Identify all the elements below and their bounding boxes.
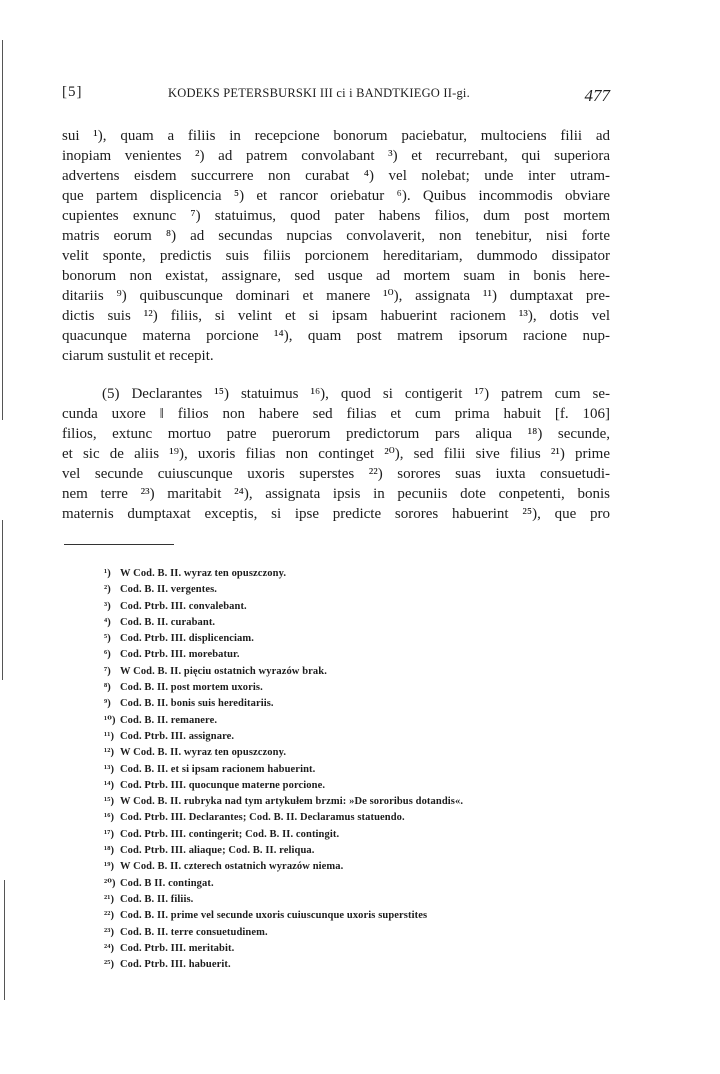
footnote-text: Cod. B II. contingat.	[120, 877, 214, 889]
footnote	[104, 696, 604, 712]
footnote-text: Cod. B. II. prime vel secunde uxoris cuiuscunque uxoris superstites	[120, 910, 428, 922]
footnote	[104, 582, 604, 598]
footnote	[104, 631, 604, 647]
footnote	[104, 762, 604, 778]
footnote-text: W Cod. B. II. wyraz ten opuszczony.	[120, 568, 287, 579]
footnote-marker: ¹²)	[104, 747, 115, 759]
text-line: nem terre ²³) maritabit ²⁴), assignata ipsis in pecuniis dote conpetenti, bonis	[62, 486, 610, 502]
text-line: cunda uxore ‖ filios non habere sed filias et cum prima habuit [f. 106]	[62, 406, 610, 422]
footnote	[104, 843, 604, 859]
footnote	[104, 941, 604, 957]
footnote-marker: ¹⁴)	[104, 779, 115, 791]
footnote-marker: ¹)	[104, 568, 111, 579]
footnote-separator	[64, 544, 174, 545]
text-line: et sic de aliis ¹⁹), uxoris filias non continget ²⁰), sed filii sive filius ²¹) prime	[62, 446, 610, 462]
footnote-text: Cod. Ptrb. III. meritabit.	[120, 942, 235, 954]
text-line: maternis dumptaxat exceptis, si ipse predicte sorores habuerint ²⁵), que pro	[62, 506, 610, 522]
footnote	[104, 599, 604, 615]
text-line: velit sponte, predictis suis filiis porcionem hereditariam, dummodo dissipator	[62, 248, 610, 264]
footnote	[104, 859, 604, 875]
footnote-text: Cod. Ptrb. III. convalebant.	[120, 600, 247, 612]
text-line: vel secunde cuiuscunque uxoris superstes ²²) sorores suas iuxta consuetudi-	[62, 466, 610, 482]
running-title: KODEKS PETERSBURSKI III ci i BANDTKIEGO II-gi.	[168, 86, 470, 100]
footnote-text: Cod. Ptrb. III. habuerit.	[120, 959, 231, 971]
footnote-text: Cod. B. II. curabant.	[120, 616, 216, 628]
text-line: cupientes exnunc ⁷) statuimus, quod pater habens filios, dum post mortem	[62, 208, 610, 224]
text-line: (5) Declarantes ¹⁵) statuimus ¹⁶), quod si contigerit ¹⁷) patrem cum se-	[102, 386, 610, 402]
text-line: ciarum sustulit et recepit.	[62, 348, 214, 364]
footnote-text: Cod. B. II. remanere.	[120, 714, 218, 726]
footnote	[104, 876, 604, 892]
footnote-text: Cod. Ptrb. III. quocunque materne porcione.	[120, 779, 326, 791]
footnote	[104, 729, 604, 745]
footnote-marker: ¹⁰)	[104, 714, 116, 726]
footnote-text: Cod. B. II. post mortem uxoris.	[120, 682, 263, 694]
page-header	[62, 84, 610, 108]
footnote-text: Cod. Ptrb. III. assignare.	[120, 730, 235, 742]
footnote-marker: ²⁰)	[104, 877, 116, 889]
text-line: ditariis ⁹) quibuscunque dominari et manere ¹⁰), assignata ¹¹) dumptaxat pre-	[62, 288, 610, 304]
footnote-text: Cod. Ptrb. III. contingerit; Cod. B. II. contingit.	[120, 828, 340, 840]
footnote-marker: ²³)	[104, 926, 115, 938]
text-line: matris eorum ⁸) ad secundas nupcias convolaverit, non tenebitur, nisi forte	[62, 228, 610, 244]
left-margin-line	[2, 40, 3, 420]
footnote-text: W Cod. B. II. czterech ostatnich wyrazów niema.	[120, 861, 344, 873]
text-line: inopiam venientes ²) ad patrem convolabant ³) et recurrebant, qui superiora	[62, 148, 610, 164]
footnote-text: Cod. B. II. terre consuetudinem.	[120, 926, 268, 938]
text-line: sui ¹), quam a filiis in recepcione bonorum paciebatur, multociens filii ad	[62, 128, 610, 144]
text-line: que partem displicencia ⁵) et rancor oriebatur ⁶). Quibus incommodis obviare	[62, 188, 610, 204]
text-line: filios, extunc mortuo patre puerorum predictorum pars aliqua ¹⁸) secunde,	[62, 426, 610, 442]
footnote-marker: ¹⁹)	[104, 861, 115, 873]
footnote-marker: ²¹)	[104, 893, 115, 905]
footnote-text: Cod. B. II. vergentes.	[120, 584, 217, 596]
footnote	[104, 925, 604, 941]
footnote-text: Cod. B. II. filiis.	[120, 893, 194, 905]
footnote	[104, 778, 604, 794]
footnote-text: Cod. B. II. bonis suis hereditariis.	[120, 698, 274, 710]
footnote	[104, 615, 604, 631]
footnote	[104, 664, 604, 680]
footnote	[104, 713, 604, 729]
footnote	[104, 908, 604, 924]
footnote-marker: ¹⁶)	[104, 812, 115, 824]
section-number: [5]	[62, 84, 83, 100]
footnote-marker: ¹³)	[104, 763, 115, 775]
footnote-marker: ²⁴)	[104, 942, 115, 954]
main-text	[62, 126, 610, 524]
footnote-marker: ¹⁵)	[104, 796, 115, 808]
footnote-marker: ⁷)	[104, 665, 111, 677]
footnote	[104, 957, 604, 973]
footnote-text: W Cod. B. II. wyraz ten opuszczony.	[120, 747, 287, 759]
footnote-marker: ³)	[104, 600, 111, 612]
footnote	[104, 745, 604, 761]
footnote-text: Cod. Ptrb. III. Declarantes; Cod. B. II. Declaramus statuendo.	[120, 812, 405, 824]
footnote-text: Cod. Ptrb. III. morebatur.	[120, 649, 240, 661]
footnote	[104, 680, 604, 696]
text-line: advertens eisdem succurrere non curabat ⁴) vel nolebat; unde inter utram-	[62, 168, 610, 184]
footnote-marker: ⁶)	[104, 649, 111, 661]
footnote	[104, 892, 604, 908]
footnote-marker: ²)	[104, 584, 111, 596]
footnote-marker: ¹⁸)	[104, 845, 115, 857]
page-number: 477	[584, 86, 610, 105]
footnote-marker: ⁹)	[104, 698, 111, 710]
footnote-marker: ²²)	[104, 910, 115, 922]
footnote-text: Cod. Ptrb. III. aliaque; Cod. B. II. reliqua.	[120, 845, 315, 857]
footnote-marker: ⁸)	[104, 682, 111, 694]
footnote-marker: ¹⁷)	[104, 828, 115, 840]
footnotes	[104, 566, 604, 973]
footnote-marker: ²⁵)	[104, 959, 115, 971]
left-margin-line	[2, 520, 3, 680]
footnote-marker: ¹¹)	[104, 730, 115, 742]
footnote-text: Cod. Ptrb. III. displicenciam.	[120, 633, 254, 645]
footnote	[104, 827, 604, 843]
left-margin-line	[4, 880, 5, 1000]
footnote-marker: ⁴)	[104, 616, 111, 628]
footnote	[104, 566, 604, 582]
text-line: quacunque materna porcione ¹⁴), quam post matrem ipsorum racione nup-	[62, 328, 610, 344]
footnote-text: W Cod. B. II. pięciu ostatnich wyrazów brak.	[120, 665, 327, 677]
text-line: bonorum non existat, assignare, sed usque ad mortem suam in bonis here-	[62, 268, 610, 284]
footnote-text: Cod. B. II. et si ipsam racionem habuerint.	[120, 763, 316, 775]
footnote-text: W Cod. B. II. rubryka nad tym artykułem brzmi: »De sororibus dotandis«.	[120, 796, 464, 808]
footnote	[104, 647, 604, 663]
footnote	[104, 810, 604, 826]
footnote	[104, 794, 604, 810]
text-line: dictis suis ¹²) filiis, si velint et si ipsam habuerint racionem ¹³), dotis vel	[62, 308, 610, 324]
footnote-marker: ⁵)	[104, 633, 111, 645]
